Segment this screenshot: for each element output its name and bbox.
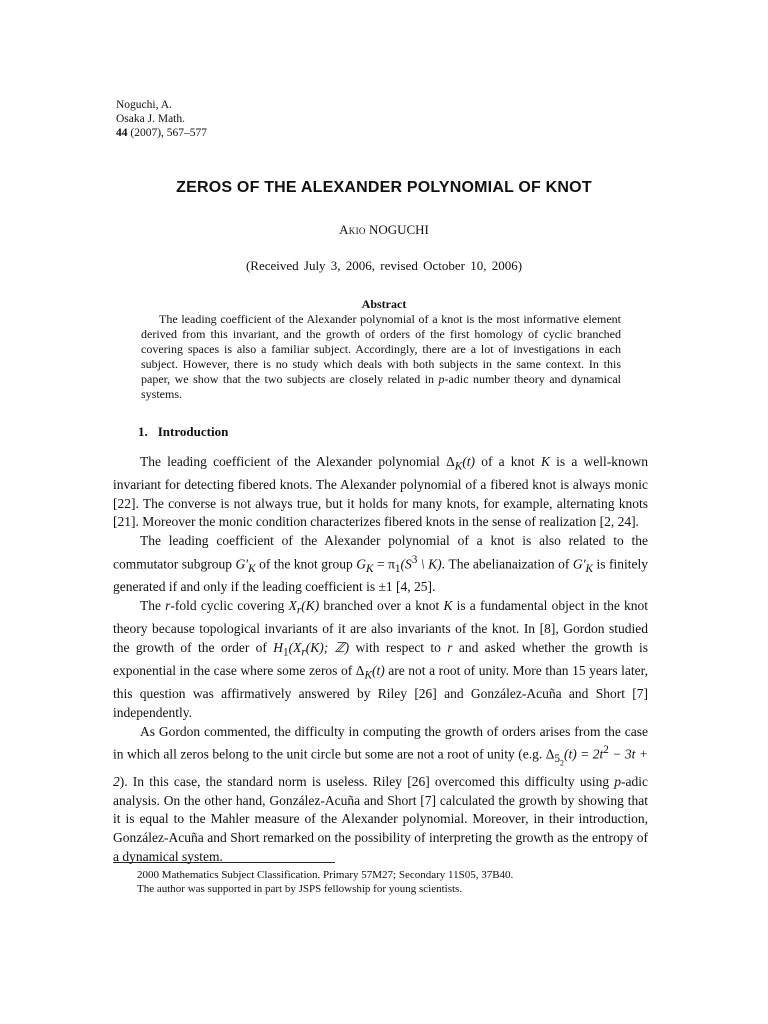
header-volume-line (116, 126, 207, 140)
section-title: Introduction (157, 424, 229, 439)
math-eq: − 3t + 2 (113, 746, 648, 790)
math-p: p (614, 774, 622, 790)
citation-header (116, 98, 207, 140)
text-run: . The abelianaization of (441, 556, 573, 572)
text-run: is a fundamental object in the knot theory because topological invariants of it are also invariants of the knot. In [8], Gordon studied the growth of the order of (113, 598, 649, 655)
text-run: -adic analysis. On the other hand, González-Acuña and Short [7] calculated the growth by showing that it is equal to the Mahler measure of the Alexander polynomial. Moreover, in their introduction, González-Acuña and Short remarked on the possibility of interpreting the growth as the entropy of a dynamical system. (113, 774, 648, 864)
received-dates: (Received July 3, 2006, revised October 10, 2006) (245, 258, 523, 273)
math-g-prime: G′ (572, 556, 586, 572)
math-k: K (540, 454, 550, 469)
abstract-text-2: -adic number theory and dynamical systems. (141, 372, 621, 401)
footnote-msc: 2000 Mathematics Subject Classification. Primary 57M27; Secondary 11S05, 37B40. (137, 869, 514, 881)
math-delta: Δ (545, 746, 555, 762)
math-delta: Δ (355, 663, 365, 679)
math-x: X (288, 598, 297, 614)
text-run: -fold cyclic covering (170, 598, 289, 614)
author-line (0, 222, 768, 238)
math-minus-k: \ K) (417, 556, 442, 572)
text-run: is finitely generated if and only if the leading coefficient is ±1 [4, 25]. (113, 556, 648, 595)
math-r: r (165, 598, 171, 614)
header-year-pages: (2007), 567–577 (127, 127, 208, 139)
footnote-rule (113, 862, 335, 863)
text-run: The (140, 598, 166, 614)
body-text (113, 453, 648, 866)
text-run: ). In this case, the standard norm is useless. Riley [26] overcomed this difficulty using (119, 774, 615, 790)
math-arg: (K); ℤ) (305, 639, 350, 655)
header-author: Noguchi, A. (116, 99, 172, 111)
abstract-body (141, 312, 621, 402)
math-g-prime: G′ (235, 556, 249, 572)
math-k: K (443, 598, 453, 614)
math-pi: = π (373, 556, 395, 572)
math-sub: r (301, 646, 306, 659)
text-run: with respect to (349, 639, 448, 655)
abstract-p-symbol: p (438, 372, 445, 386)
math-sub: r (296, 604, 302, 617)
paragraph-1 (113, 453, 648, 532)
math-delta: Δ (446, 454, 455, 469)
math-sub: 1 (394, 562, 401, 575)
text-run: is a well-known invariant for detecting fibered knots. The Alexander polynomial of a fibered knot is always monic [22]. The converse is not always true, but it holds for many knots, for example, alternating knots [21]. Moreover the monic condition characterizes fibered knots in the sense of realization [2, 24]. (113, 454, 648, 530)
section-heading (138, 424, 228, 440)
paragraph-4 (113, 723, 648, 867)
math-h: H (273, 639, 283, 655)
math-eq: (t) = 2t (563, 746, 604, 762)
math-arg: (t) (462, 454, 476, 469)
text-run: and asked whether the growth is exponential in the case where some zeros of (113, 639, 649, 679)
math-sub: K (585, 562, 594, 575)
header-journal: Osaka J. Math. (116, 113, 185, 125)
math-sub: K (248, 562, 256, 575)
text-run: The leading coefficient of the Alexander polynomial of a knot is also related to the commutator subgroup (113, 533, 648, 572)
text-run: The leading coefficient of the Alexander polynomial (140, 454, 447, 469)
math-arg: (X (288, 639, 302, 655)
footnotes (137, 868, 513, 896)
math-sub: K (366, 562, 374, 575)
paper-title: ZEROS OF THE ALEXANDER POLYNOMIAL OF KNOT (176, 179, 592, 196)
abstract-text-1: The leading coefficient of the Alexander polynomial of a knot is the most informative element derived from this invariant, and the growth of orders of the first homology of cyclic branched covering spaces is also a familiar subject. Accordingly, there are a lot of investigations in each subject. However, there is no study which deals with both subjects in the same context. In this paper, we show that the two subjects are closely related in (141, 312, 621, 386)
math-sub: K (364, 669, 372, 682)
author-last-name: NOGUCHI (368, 222, 429, 237)
paragraph-3 (113, 597, 648, 723)
text-run: of a knot (475, 454, 541, 469)
math-r: r (447, 639, 453, 655)
math-sub: 5 (554, 753, 561, 766)
text-run: of the knot group (255, 556, 357, 572)
author-first-name: Akio (339, 222, 366, 237)
math-arg: (t) (371, 663, 385, 679)
math-arg: (K) (301, 598, 320, 614)
math-sub: 1 (283, 646, 289, 659)
math-sub: K (454, 460, 463, 473)
math-sub: 2 (560, 758, 564, 768)
header-volume: 44 (116, 127, 128, 139)
text-run: As Gordon commented, the difficulty in computing the growth of orders arises from the case in which all zeros belong to the unit circle but some are not a root of unity (e.g. (113, 723, 648, 762)
text-run: branched over a knot (319, 598, 444, 614)
section-number: 1. (138, 424, 148, 439)
text-run: are not a root of unity. More than 15 years later, this question was affirmatively answered by Riley [26] and González-Acuña and Short [7] independently. (113, 663, 648, 721)
paragraph-2 (113, 532, 648, 597)
abstract-heading: Abstract (361, 297, 407, 311)
footnote-support: The author was supported in part by JSPS fellowship for young scientists. (137, 883, 463, 895)
math-g: G (356, 556, 367, 572)
math-sup: 3 (411, 553, 418, 566)
math-s: (S (400, 556, 412, 572)
math-sup: 2 (603, 744, 609, 757)
